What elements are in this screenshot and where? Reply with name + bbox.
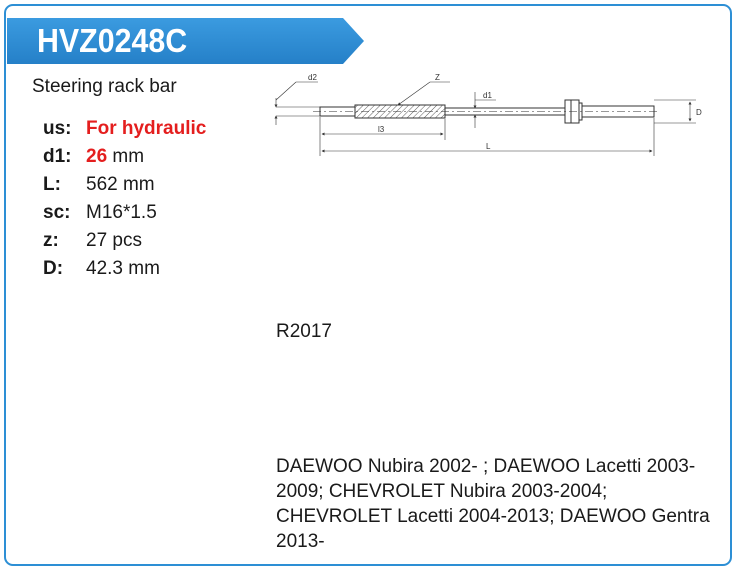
spec-key: sc: [43, 202, 71, 223]
spec-key: d1: [43, 146, 72, 167]
spec-value: 42.3 mm [86, 258, 160, 279]
label-d2: d2 [308, 73, 317, 82]
label-l3: l3 [378, 125, 385, 134]
spec-key: D: [43, 258, 64, 279]
label-z: Z [435, 73, 440, 82]
label-d1: d1 [483, 91, 492, 100]
spec-value: For hydraulic [86, 118, 207, 139]
product-name: Steering rack bar [32, 76, 177, 97]
spec-key: us: [43, 118, 72, 139]
spec-value: 27 pcs [86, 230, 142, 251]
spec-value: 26 [86, 146, 108, 167]
vehicle-applications: DAEWOO Nubira 2002- ; DAEWOO Lacetti 2003-2009; CHEVROLET Nubira 2003-2004; CHEVROLET Lacetti 2004-2013; DAEWOO Gentra 2013- [276, 456, 710, 552]
part-number-title: HVZ0248C [37, 22, 188, 59]
spec-value: 562 mm [86, 174, 155, 195]
spec-key: L: [43, 174, 61, 195]
rack-bar-drawing [268, 70, 708, 165]
spec-unit: mm [107, 146, 145, 167]
label-l: L [486, 142, 491, 151]
title-banner [7, 18, 364, 64]
label-d: D [696, 108, 702, 117]
reference-code: R2017 [276, 321, 332, 342]
spec-value: M16*1.5 [86, 202, 157, 223]
technical-drawing [268, 70, 708, 160]
spec-key: z: [43, 230, 59, 251]
spec-value-group [86, 145, 144, 169]
